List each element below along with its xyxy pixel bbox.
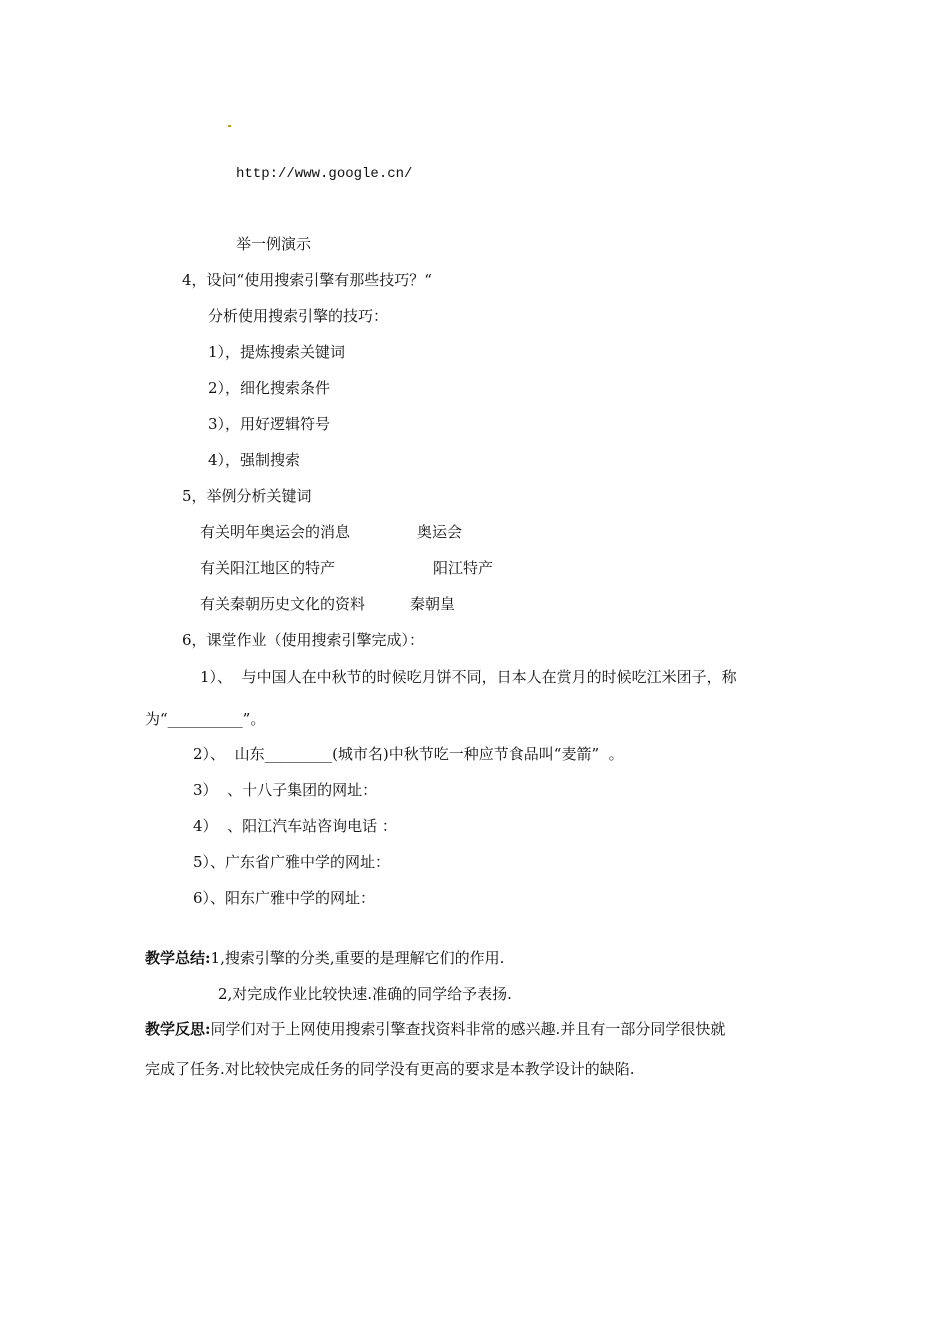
q4-item: 4），强制搜索 [208,451,301,469]
url-text: http://www.google.cn/ [236,166,413,182]
q5-row-keyword: 奥运会 [417,523,463,541]
q6-item-1: 1）、 与中国人在中秋节的时候吃月饼不同，日本人在赏月的时候吃江米团子，称 [200,668,737,686]
q6-title: 6，课堂作业（使用搜索引擎完成）： [182,631,425,649]
summary-text-1: 1,搜索引擎的分类,重要的是理解它们的作用. [210,949,505,967]
reflection-line-2: 完成了任务.对比较快完成任务的同学没有更高的要求是本教学设计的缺陷. [145,1060,635,1078]
reflection-label: 教学反思: [145,1020,211,1038]
q5-row-keyword: 秦朝皇 [410,595,456,613]
q6-item-2: 2）、 山东_________(城市名)中秋节吃一种应节食品叫“麦箭” 。 [193,745,624,763]
q5-row-desc: 有关明年奥运会的消息 [200,523,351,541]
q5-row-keyword: 阳江特产 [433,559,494,577]
q5-row-desc: 有关阳江地区的特产 [200,559,336,577]
q4-subtitle: 分析使用搜索引擎的技巧： [208,307,389,325]
reflection-line-1 [145,1019,725,1039]
demo-text: 举一例演示 [236,235,312,253]
q6-item-3: 3） 、十八子集团的网址： [193,781,378,799]
q4-item: 1），提炼搜索关键词 [208,343,346,361]
summary-line-2: 2,对完成作业比较快速.准确的同学给予表扬. [218,985,512,1003]
q6-item-5: 5）、广东省广雅中学的网址： [193,853,391,871]
q5-title: 5，举例分析关键词 [182,487,312,505]
q6-item-1-cont: 为“__________”。 [145,710,266,728]
marker-dot [228,125,231,127]
q6-item-4: 4） 、阳江汽车站咨询电话 ： [193,817,397,835]
q5-row-desc: 有关秦朝历史文化的资料 [200,595,366,613]
q6-item-6: 6）、阳东广雅中学的网址： [193,889,376,907]
reflection-text-1: 同学们对于上网使用搜索引擎查找资料非常的感兴趣.并且有一部分同学很快就 [210,1020,726,1038]
q4-item: 3），用好逻辑符号 [208,415,331,433]
summary-line-1 [145,948,504,968]
summary-label: 教学总结: [145,949,211,967]
q4-item: 2），细化搜索条件 [208,379,331,397]
q4-title: 4，设问“使用搜索引擎有那些技巧？“ [182,271,432,289]
